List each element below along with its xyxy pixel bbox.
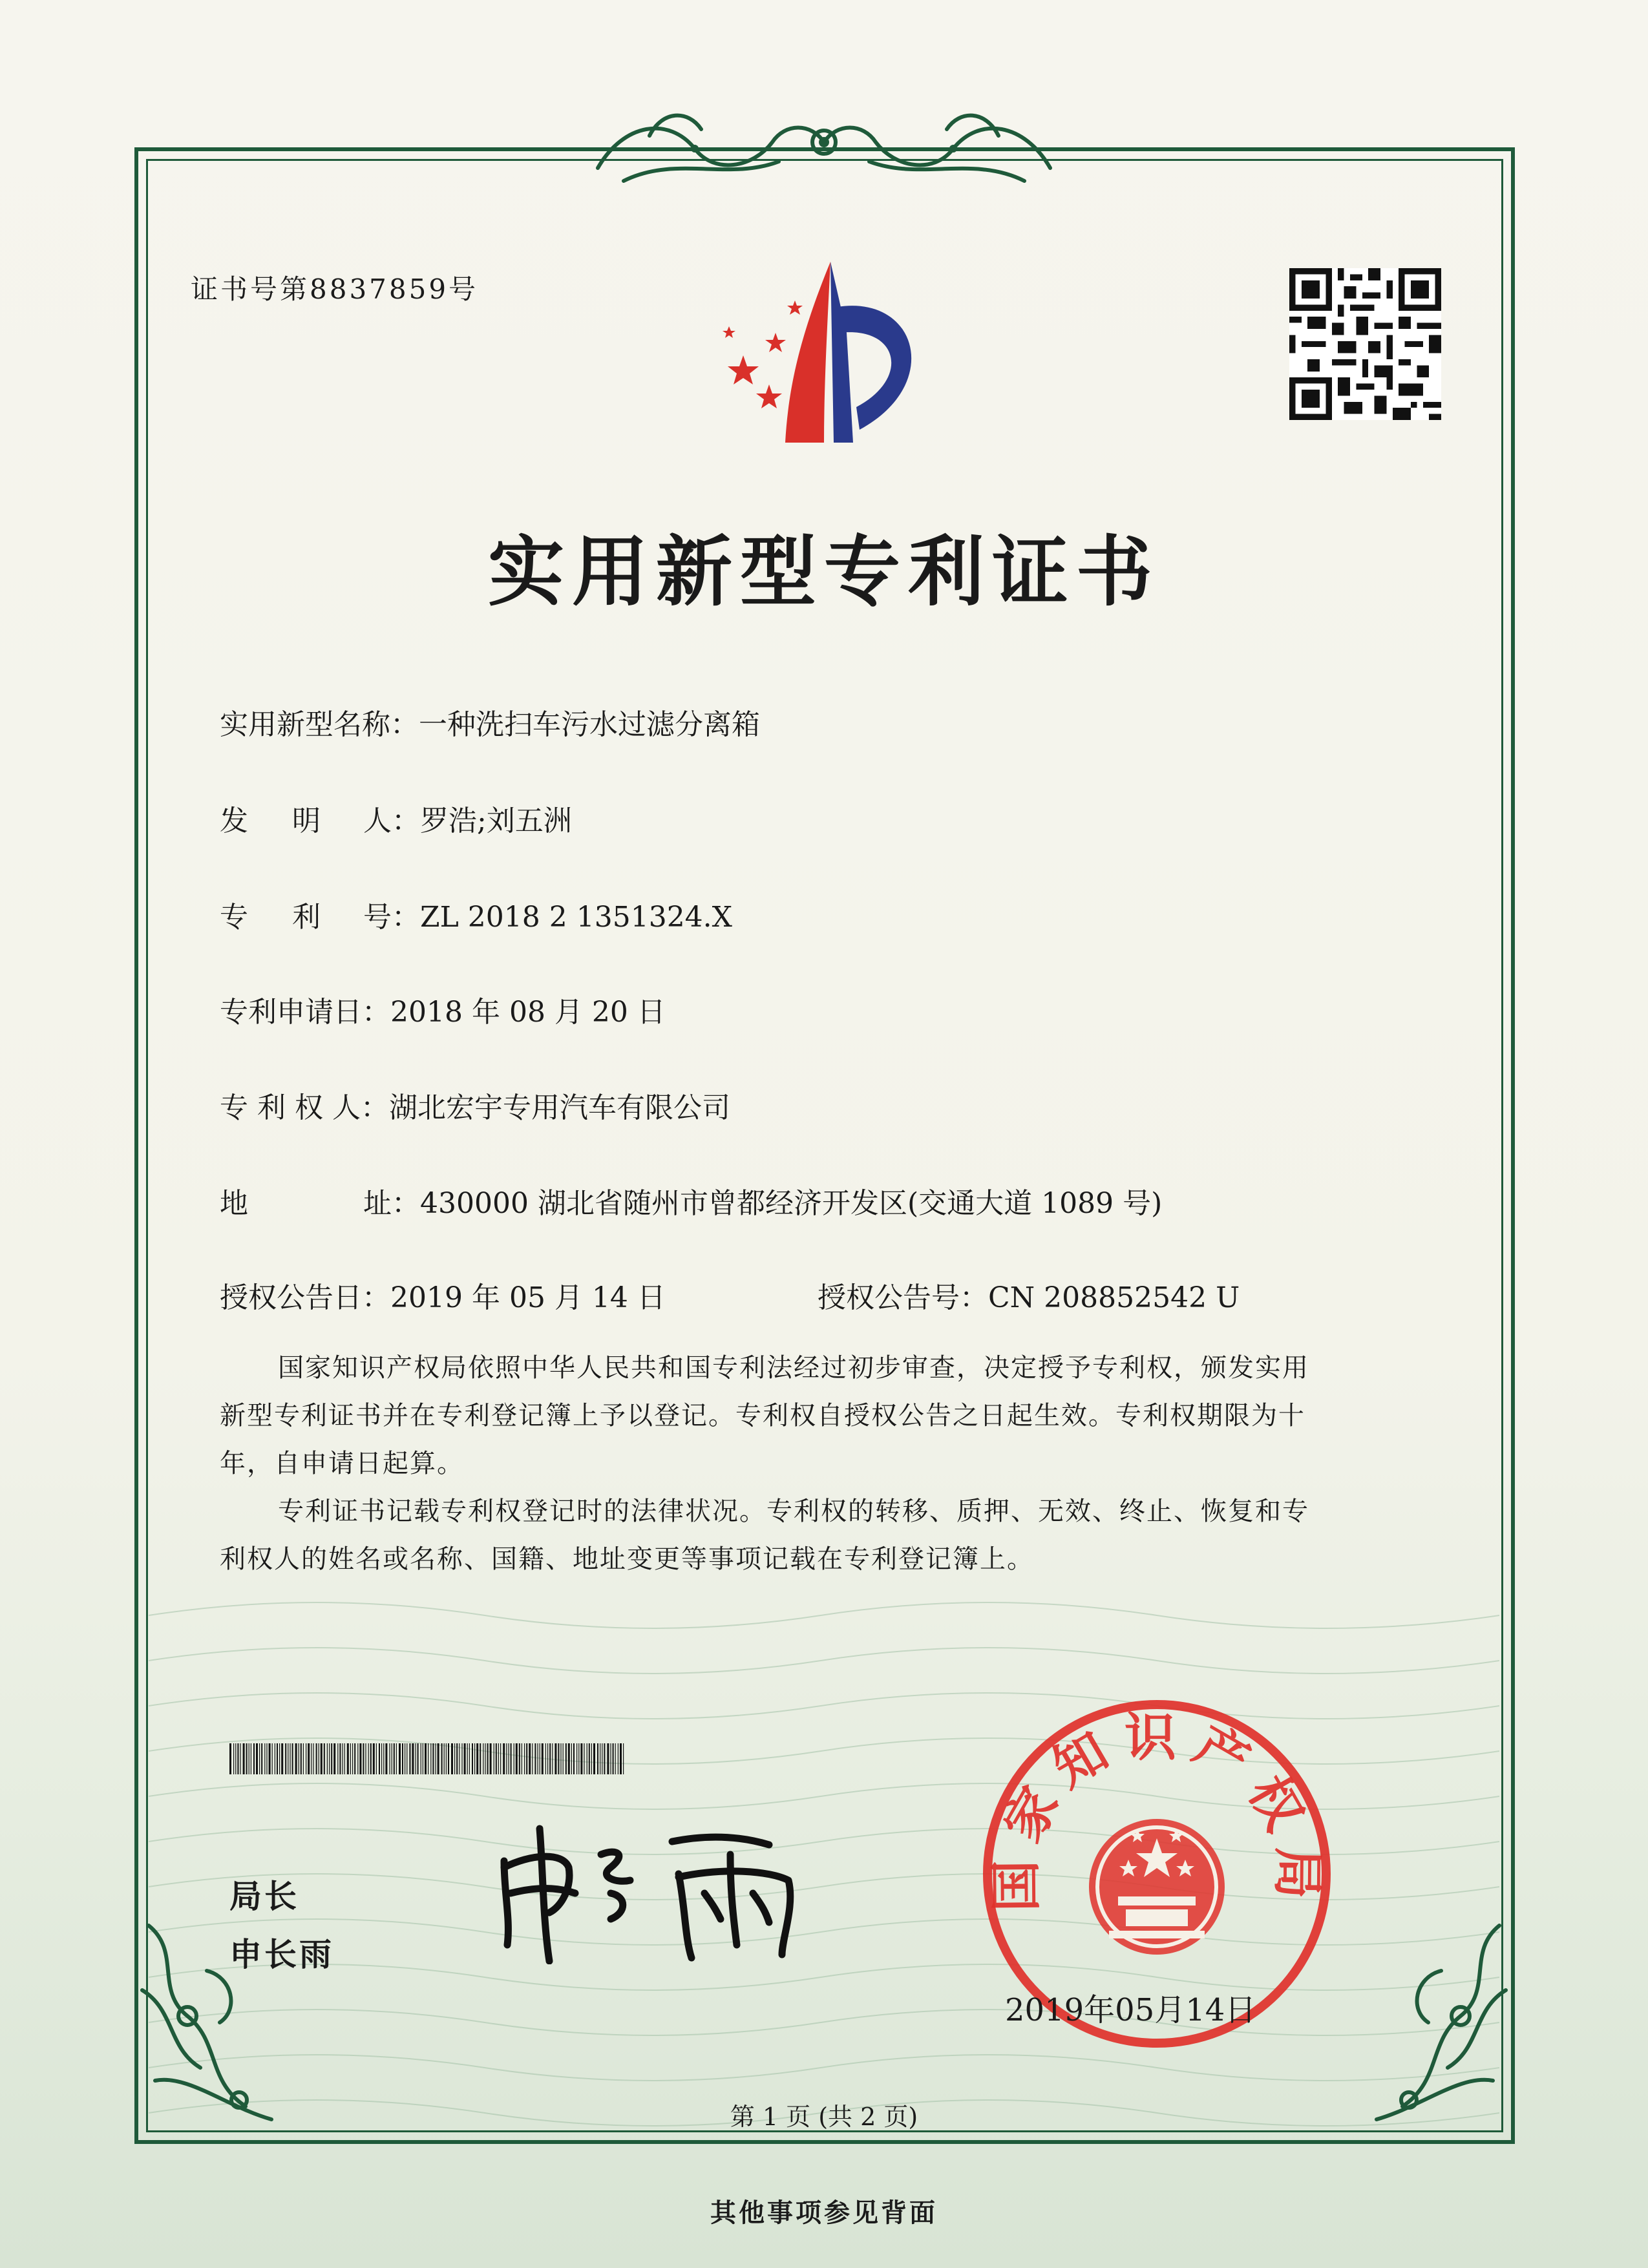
field-label-part: 地 xyxy=(220,1187,248,1220)
field-patentee xyxy=(220,1084,730,1126)
field-label: 专 利 权 人： xyxy=(220,1091,389,1124)
field-patent-number xyxy=(220,894,732,935)
paragraph-line: 利权人的姓名或名称、国籍、地址变更等事项记载在专利登记簿上。 xyxy=(220,1544,1034,1574)
field-value: 湖北宏宇专用汽车有限公司 xyxy=(388,1091,730,1124)
paragraph-line: 年，自申请日起算。 xyxy=(220,1449,464,1478)
seal-text: 国家知识产权局 xyxy=(986,1707,1328,1913)
field-utility-model-name xyxy=(220,701,760,742)
field-address xyxy=(220,1180,1162,1221)
field-label-part: 利 xyxy=(292,901,321,934)
field-label-part: 址： xyxy=(363,1187,420,1220)
barcode xyxy=(229,1743,627,1774)
field-value: 一种洗扫车污水过滤分离箱 xyxy=(419,708,760,741)
certificate-number: 证书号第8837859号 xyxy=(191,273,479,305)
field-value: 罗浩;刘五洲 xyxy=(420,804,572,837)
top-ornament xyxy=(585,97,1063,194)
field-label-part: 号： xyxy=(363,901,420,934)
field-label: 授权公告号： xyxy=(818,1281,988,1314)
field-label-part: 人： xyxy=(363,804,420,837)
field-value: CN 208852542 U xyxy=(988,1281,1240,1314)
field-value: 2019 年 05 月 14 日 xyxy=(390,1281,666,1314)
field-label: 专利申请日： xyxy=(220,996,390,1029)
paragraph-line: 专利证书记载专利权登记时的法律状况。专利权的转移、质押、无效、终止、恢复和专 xyxy=(278,1496,1309,1526)
field-grant-number xyxy=(818,1274,1240,1316)
field-value: ZL 2018 2 1351324.X xyxy=(420,901,732,934)
field-label-part: 发 xyxy=(220,804,248,837)
director-title: 局长 xyxy=(229,1878,299,1915)
patent-office-logo xyxy=(704,255,944,449)
field-label: 授权公告日： xyxy=(220,1281,390,1314)
field-value: 430000 湖北省随州市曾都经济开发区(交通大道 1089 号) xyxy=(420,1187,1163,1220)
field-filing-date xyxy=(220,989,666,1030)
field-value: 2018 年 08 月 20 日 xyxy=(390,996,666,1029)
field-label: 实用新型名称： xyxy=(220,708,419,741)
paragraph-line: 国家知识产权局依照中华人民共和国专利法经过初步审查，决定授予专利权，颁发实用 xyxy=(278,1353,1309,1383)
page-number: 第 1 页 (共 2 页) xyxy=(730,2103,918,2131)
director-signature xyxy=(478,1816,840,1964)
seal-date: 2019年05月14日 xyxy=(1005,1992,1256,2028)
director-name: 申长雨 xyxy=(229,1936,334,1973)
field-label-part: 专 xyxy=(220,901,248,934)
certificate-title: 实用新型专利证书 xyxy=(487,527,1160,616)
field-inventor xyxy=(220,797,572,839)
footer-note: 其他事项参见背面 xyxy=(710,2198,938,2228)
qr-code xyxy=(1289,268,1441,420)
paragraph-line: 新型专利证书并在专利登记簿上予以登记。专利权自授权公告之日起生效。专利权期限为十 xyxy=(220,1401,1305,1431)
field-grant-date xyxy=(220,1274,666,1316)
field-label-part: 明 xyxy=(292,804,321,837)
